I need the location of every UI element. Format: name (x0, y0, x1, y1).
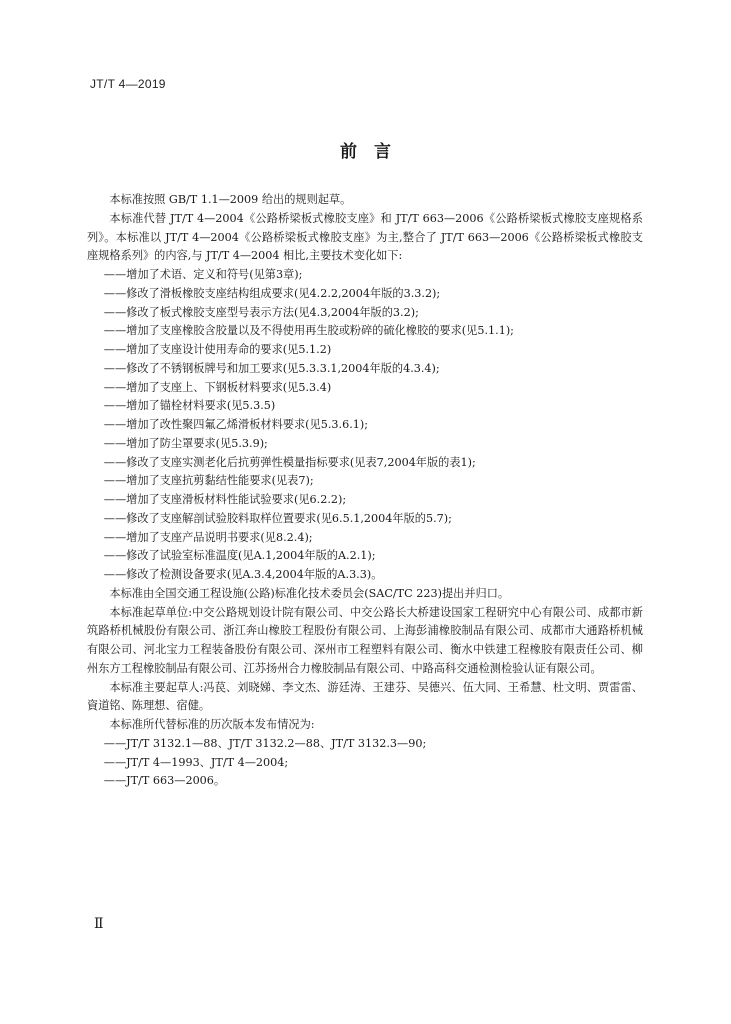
paragraph-drafting-rules: 本标准按照 GB/T 1.1—2009 给出的规则起草。 (109, 193, 352, 206)
list-item: ——增加了支座设计使用寿命的要求(见5.1.2) (103, 343, 332, 356)
paragraph-replacement: 本标准代替 JT/T 4—2004《公路桥梁板式橡胶支座》和 JT/T 663—2006《公路桥梁板式橡胶支座规格系列》。本标准以 JT/T 4—2004《公路桥梁板式橡胶支座》为主,整合了 JT/T 663—2006《公路桥梁板式橡胶支座规格系列》的内容,与 JT/T 4—2004 相比,主要技术变化如下: (87, 211, 643, 263)
document-body (87, 191, 643, 791)
paragraph-drafting-units: 本标准起草单位:中交公路规划设计院有限公司、中交公路长大桥建设国家工程研究中心有限公司、成都市新筑路桥机械股份有限公司、浙江奔山橡胶工程股份有限公司、上海彭浦橡胶制品有限公司、成都市大通路桥机械有限公司、河北宝力工程装备股份有限公司、深州市工程塑料有限公司、衡水中铁建工程橡胶有限责任公司、柳州东方工程橡胶制品有限公司、江苏扬州合力橡胶制品有限公司、中路高科交通检测检验认证有限公司。 (87, 605, 643, 675)
list-item: ——修改了板式橡胶支座型号表示方法(见4.3,2004年版的3.2); (103, 305, 419, 319)
list-item: ——增加了支座抗剪黏结性能要求(见表7); (103, 474, 314, 488)
list-item: ——JT/T 4—1993、JT/T 4—2004; (103, 755, 289, 769)
document-code: JT/T 4—2019 (90, 77, 166, 91)
list-item: ——增加了支座产品说明书要求(见8.2.4); (103, 530, 313, 544)
page-title: 前 言 (340, 142, 391, 162)
list-item: ——JT/T 3132.1—88、JT/T 3132.2—88、JT/T 3132.3—90; (103, 736, 427, 750)
history-list (87, 735, 643, 791)
list-item: ——增加了支座橡胶含胶量以及不得使用再生胶或粉碎的硫化橡胶的要求(见5.1.1); (103, 324, 514, 338)
paragraph-proposer: 本标准由全国交通工程设施(公路)标准化技术委员会(SAC/TC 223)提出并归口。 (109, 586, 510, 600)
list-item: ——修改了不锈钢板牌号和加工要求(见5.3.3.1,2004年版的4.3.4); (103, 361, 440, 375)
list-item: ——增加了防尘罩要求(见5.3.9); (103, 436, 268, 450)
list-item: ——增加了改性聚四氟乙烯滑板材料要求(见5.3.6.1); (103, 418, 368, 431)
list-item: ——修改了支座实测老化后抗剪弹性模量指标要求(见表7,2004年版的表1); (103, 455, 476, 469)
page-number: Ⅱ (94, 916, 104, 932)
list-item: ——JT/T 663—2006。 (103, 774, 226, 788)
list-item: ——增加了支座上、下钢板材料要求(见5.3.4) (103, 380, 332, 394)
list-item: ——增加了支座滑板材料性能试验要求(见6.2.2); (103, 493, 347, 506)
list-item: ——增加了锚栓材料要求(见5.3.5) (103, 399, 276, 413)
paragraph-drafters: 本标准主要起草人:冯苠、刘晓娣、李文杰、游廷涛、王建芬、吴德兴、伍大同、王希慧、杜文明、贾雷雷、資道铭、陈理想、宿健。 (87, 680, 643, 713)
list-item: ——修改了试验室标准温度(见A.1,2004年版的A.2.1); (103, 549, 376, 563)
list-item: ——修改了检测设备要求(见A.3.4,2004年版的A.3.3)。 (103, 568, 383, 581)
paragraph-history-intro: 本标准所代替标准的历次版本发布情况为: (109, 718, 315, 731)
change-list (87, 266, 643, 585)
list-item: ——增加了术语、定义和符号(见第3章); (103, 268, 303, 281)
list-item: ——修改了滑板橡胶支座结构组成要求(见4.2.2,2004年版的3.3.2); (103, 286, 441, 300)
list-item: ——修改了支座解剖试验胶料取样位置要求(见6.5.1,2004年版的5.7); (103, 511, 452, 525)
